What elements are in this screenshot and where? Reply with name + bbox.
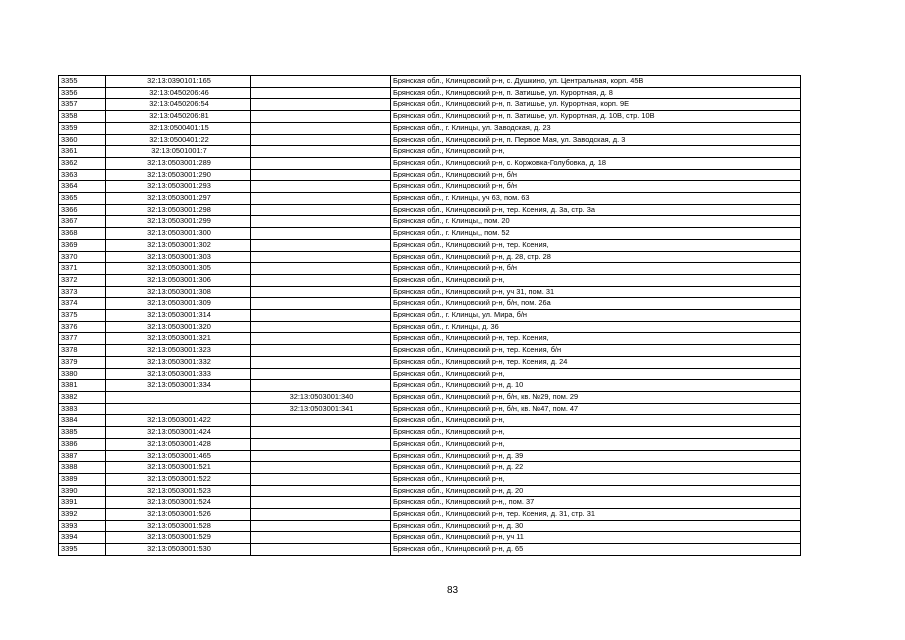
row-number-cell: 3375 [59, 310, 106, 322]
cadastral-number-cell: 32:13:0503001:305 [106, 263, 251, 275]
related-cadastral-number-cell [251, 462, 391, 474]
address-cell: Брянская обл., Клинцовский р-н, уч 31, пом. 31 [391, 286, 801, 298]
related-cadastral-number-cell [251, 239, 391, 251]
related-cadastral-number-cell [251, 356, 391, 368]
table-row [59, 520, 801, 532]
row-number-cell: 3356 [59, 87, 106, 99]
row-number-cell: 3367 [59, 216, 106, 228]
cadastral-number-cell: 32:13:0503001:293 [106, 181, 251, 193]
row-number-cell: 3370 [59, 251, 106, 263]
cadastral-number-cell: 32:13:0503001:306 [106, 274, 251, 286]
address-cell: Брянская обл., Клинцовский р-н, д. 65 [391, 544, 801, 556]
row-number-cell: 3382 [59, 391, 106, 403]
row-number-cell: 3388 [59, 462, 106, 474]
address-cell: Брянская обл., Клинцовский р-н, б/н, кв. №29, пом. 29 [391, 391, 801, 403]
cadastral-number-cell: 32:13:0503001:521 [106, 462, 251, 474]
related-cadastral-number-cell [251, 99, 391, 111]
address-cell: Брянская обл., г. Клинцы, ул. Мира, б/н [391, 310, 801, 322]
row-number-cell: 3384 [59, 415, 106, 427]
table-row [59, 532, 801, 544]
cadastral-number-cell: 32:13:0503001:298 [106, 204, 251, 216]
table-row [59, 462, 801, 474]
address-cell: Брянская обл., Клинцовский р-н, тер. Ксения, д. 3а, стр. 3а [391, 204, 801, 216]
cadastral-number-cell: 32:13:0503001:332 [106, 356, 251, 368]
cadastral-number-cell: 32:13:0503001:529 [106, 532, 251, 544]
cadastral-number-cell: 32:13:0503001:465 [106, 450, 251, 462]
cadastral-number-cell: 32:13:0500401:15 [106, 122, 251, 134]
address-cell: Брянская обл., Клинцовский р-н,, пом. 37 [391, 497, 801, 509]
row-number-cell: 3355 [59, 76, 106, 88]
row-number-cell: 3390 [59, 485, 106, 497]
related-cadastral-number-cell [251, 76, 391, 88]
address-cell: Брянская обл., Клинцовский р-н, д. 10 [391, 380, 801, 392]
address-cell: Брянская обл., Клинцовский р-н, п. Затишье, ул. Курортная, д. 8 [391, 87, 801, 99]
related-cadastral-number-cell [251, 122, 391, 134]
table-row [59, 169, 801, 181]
table-row [59, 473, 801, 485]
related-cadastral-number-cell [251, 286, 391, 298]
page-number: 83 [446, 585, 459, 596]
cadastral-number-cell: 32:13:0450206:54 [106, 99, 251, 111]
address-cell: Брянская обл., г. Клинцы, уч 63, пом. 63 [391, 193, 801, 205]
row-number-cell: 3385 [59, 427, 106, 439]
table-row [59, 345, 801, 357]
related-cadastral-number-cell: 32:13:0503001:341 [251, 403, 391, 415]
table-row [59, 544, 801, 556]
related-cadastral-number-cell [251, 509, 391, 521]
cadastral-number-cell: 32:13:0503001:526 [106, 509, 251, 521]
cadastral-number-cell: 32:13:0503001:297 [106, 193, 251, 205]
row-number-cell: 3386 [59, 438, 106, 450]
related-cadastral-number-cell [251, 193, 391, 205]
cadastral-number-cell: 32:13:0503001:289 [106, 157, 251, 169]
cadastral-number-cell: 32:13:0503001:299 [106, 216, 251, 228]
row-number-cell: 3363 [59, 169, 106, 181]
row-number-cell: 3393 [59, 520, 106, 532]
cadastral-number-cell: 32:13:0503001:302 [106, 239, 251, 251]
row-number-cell: 3377 [59, 333, 106, 345]
table-row [59, 403, 801, 415]
table-row [59, 99, 801, 111]
row-number-cell: 3358 [59, 111, 106, 123]
related-cadastral-number-cell [251, 380, 391, 392]
row-number-cell: 3365 [59, 193, 106, 205]
table-row [59, 122, 801, 134]
cadastral-number-cell: 32:13:0450206:46 [106, 87, 251, 99]
table-row [59, 321, 801, 333]
row-number-cell: 3387 [59, 450, 106, 462]
address-cell: Брянская обл., Клинцовский р-н, д. 39 [391, 450, 801, 462]
address-cell: Брянская обл., Клинцовский р-н, [391, 427, 801, 439]
table-row [59, 216, 801, 228]
table-row [59, 286, 801, 298]
related-cadastral-number-cell [251, 520, 391, 532]
cadastral-number-cell: 32:13:0503001:309 [106, 298, 251, 310]
row-number-cell: 3379 [59, 356, 106, 368]
address-cell: Брянская обл., Клинцовский р-н, тер. Ксения, [391, 239, 801, 251]
address-cell: Брянская обл., г. Клинцы,, пом. 20 [391, 216, 801, 228]
related-cadastral-number-cell [251, 544, 391, 556]
address-cell: Брянская обл., Клинцовский р-н, п. Затишье, ул. Курортная, корп. 9Е [391, 99, 801, 111]
row-number-cell: 3360 [59, 134, 106, 146]
address-cell: Брянская обл., Клинцовский р-н, [391, 368, 801, 380]
related-cadastral-number-cell [251, 181, 391, 193]
related-cadastral-number-cell [251, 274, 391, 286]
cadastral-number-cell: 32:13:0503001:323 [106, 345, 251, 357]
address-cell: Брянская обл., Клинцовский р-н, [391, 415, 801, 427]
table-row [59, 193, 801, 205]
cadastral-number-cell: 32:13:0503001:528 [106, 520, 251, 532]
related-cadastral-number-cell [251, 228, 391, 240]
related-cadastral-number-cell [251, 134, 391, 146]
related-cadastral-number-cell [251, 251, 391, 263]
row-number-cell: 3381 [59, 380, 106, 392]
row-number-cell: 3359 [59, 122, 106, 134]
cadastral-number-cell: 32:13:0503001:321 [106, 333, 251, 345]
cadastral-number-cell: 32:13:0503001:314 [106, 310, 251, 322]
address-cell: Брянская обл., Клинцовский р-н, [391, 146, 801, 158]
related-cadastral-number-cell [251, 532, 391, 544]
register-sheet [58, 75, 798, 556]
address-cell: Брянская обл., Клинцовский р-н, уч 11 [391, 532, 801, 544]
table-row [59, 87, 801, 99]
address-cell: Брянская обл., Клинцовский р-н, тер. Ксения, [391, 333, 801, 345]
address-cell: Брянская обл., Клинцовский р-н, б/н, кв. №47, пом. 47 [391, 403, 801, 415]
row-number-cell: 3357 [59, 99, 106, 111]
table-row [59, 204, 801, 216]
table-row [59, 251, 801, 263]
address-cell: Брянская обл., Клинцовский р-н, п. Первое Мая, ул. Заводская, д. 3 [391, 134, 801, 146]
row-number-cell: 3391 [59, 497, 106, 509]
address-cell: Брянская обл., Клинцовский р-н, тер. Ксения, б/н [391, 345, 801, 357]
table-row [59, 146, 801, 158]
row-number-cell: 3380 [59, 368, 106, 380]
cadastral-number-cell: 32:13:0503001:308 [106, 286, 251, 298]
related-cadastral-number-cell [251, 204, 391, 216]
cadastral-number-cell: 32:13:0503001:303 [106, 251, 251, 263]
related-cadastral-number-cell [251, 111, 391, 123]
related-cadastral-number-cell [251, 146, 391, 158]
row-number-cell: 3374 [59, 298, 106, 310]
table-row [59, 298, 801, 310]
cadastral-number-cell: 32:13:0503001:333 [106, 368, 251, 380]
table-row [59, 228, 801, 240]
address-cell: Брянская обл., Клинцовский р-н, д. 20 [391, 485, 801, 497]
related-cadastral-number-cell [251, 485, 391, 497]
table-row [59, 415, 801, 427]
address-cell: Брянская обл., г. Клинцы,, пом. 52 [391, 228, 801, 240]
table-body [59, 76, 801, 556]
address-cell: Брянская обл., Клинцовский р-н, д. 22 [391, 462, 801, 474]
row-number-cell: 3362 [59, 157, 106, 169]
table-row [59, 368, 801, 380]
related-cadastral-number-cell [251, 427, 391, 439]
cadastral-number-cell: 32:13:0450206:81 [106, 111, 251, 123]
address-cell: Брянская обл., Клинцовский р-н, с. Коржовка-Голубовка, д. 18 [391, 157, 801, 169]
related-cadastral-number-cell [251, 298, 391, 310]
address-cell: Брянская обл., Клинцовский р-н, с. Душкино, ул. Центральная, корп. 45В [391, 76, 801, 88]
cadastral-number-cell: 32:13:0390101:165 [106, 76, 251, 88]
table-row [59, 239, 801, 251]
address-cell: Брянская обл., Клинцовский р-н, тер. Ксения, д. 24 [391, 356, 801, 368]
address-cell: Брянская обл., Клинцовский р-н, тер. Ксения, д. 31, стр. 31 [391, 509, 801, 521]
table-row [59, 111, 801, 123]
cadastral-number-cell: 32:13:0501001:7 [106, 146, 251, 158]
cadastral-number-cell: 32:13:0503001:424 [106, 427, 251, 439]
row-number-cell: 3361 [59, 146, 106, 158]
address-cell: Брянская обл., Клинцовский р-н, д. 30 [391, 520, 801, 532]
related-cadastral-number-cell [251, 450, 391, 462]
table-row [59, 485, 801, 497]
address-cell: Брянская обл., Клинцовский р-н, [391, 473, 801, 485]
table-row [59, 310, 801, 322]
row-number-cell: 3376 [59, 321, 106, 333]
table-row [59, 450, 801, 462]
cadastral-number-cell: 32:13:0503001:524 [106, 497, 251, 509]
address-cell: Брянская обл., Клинцовский р-н, б/н [391, 263, 801, 275]
cadastral-number-cell: 32:13:0503001:300 [106, 228, 251, 240]
row-number-cell: 3372 [59, 274, 106, 286]
table-row [59, 509, 801, 521]
related-cadastral-number-cell [251, 333, 391, 345]
table-row [59, 497, 801, 509]
cadastral-number-cell [106, 403, 251, 415]
table-row [59, 333, 801, 345]
table-row [59, 274, 801, 286]
related-cadastral-number-cell [251, 473, 391, 485]
row-number-cell: 3394 [59, 532, 106, 544]
table-row [59, 427, 801, 439]
related-cadastral-number-cell [251, 263, 391, 275]
cadastral-number-cell: 32:13:0503001:523 [106, 485, 251, 497]
table-row [59, 356, 801, 368]
address-cell: Брянская обл., Клинцовский р-н, д. 28, стр. 28 [391, 251, 801, 263]
related-cadastral-number-cell [251, 310, 391, 322]
cadastral-number-cell: 32:13:0503001:290 [106, 169, 251, 181]
row-number-cell: 3389 [59, 473, 106, 485]
table-row [59, 76, 801, 88]
property-register-table [58, 75, 801, 556]
address-cell: Брянская обл., Клинцовский р-н, [391, 274, 801, 286]
address-cell: Брянская обл., Клинцовский р-н, п. Затишье, ул. Курортная, д. 10В, стр. 10В [391, 111, 801, 123]
related-cadastral-number-cell [251, 415, 391, 427]
related-cadastral-number-cell [251, 368, 391, 380]
table-row [59, 391, 801, 403]
cadastral-number-cell: 32:13:0500401:22 [106, 134, 251, 146]
address-cell: Брянская обл., Клинцовский р-н, [391, 438, 801, 450]
related-cadastral-number-cell [251, 345, 391, 357]
address-cell: Брянская обл., Клинцовский р-н, б/н [391, 181, 801, 193]
cadastral-number-cell [106, 391, 251, 403]
cadastral-number-cell: 32:13:0503001:522 [106, 473, 251, 485]
table-row [59, 438, 801, 450]
table-row [59, 263, 801, 275]
cadastral-number-cell: 32:13:0503001:320 [106, 321, 251, 333]
row-number-cell: 3395 [59, 544, 106, 556]
related-cadastral-number-cell [251, 157, 391, 169]
table-row [59, 134, 801, 146]
cadastral-number-cell: 32:13:0503001:428 [106, 438, 251, 450]
row-number-cell: 3366 [59, 204, 106, 216]
row-number-cell: 3369 [59, 239, 106, 251]
related-cadastral-number-cell: 32:13:0503001:340 [251, 391, 391, 403]
related-cadastral-number-cell [251, 497, 391, 509]
address-cell: Брянская обл., г. Клинцы, д. 36 [391, 321, 801, 333]
row-number-cell: 3364 [59, 181, 106, 193]
related-cadastral-number-cell [251, 321, 391, 333]
cadastral-number-cell: 32:13:0503001:334 [106, 380, 251, 392]
table-row [59, 157, 801, 169]
table-row [59, 380, 801, 392]
address-cell: Брянская обл., г. Клинцы, ул. Заводская, д. 23 [391, 122, 801, 134]
related-cadastral-number-cell [251, 438, 391, 450]
row-number-cell: 3378 [59, 345, 106, 357]
row-number-cell: 3368 [59, 228, 106, 240]
table-row [59, 181, 801, 193]
row-number-cell: 3371 [59, 263, 106, 275]
row-number-cell: 3392 [59, 509, 106, 521]
cadastral-number-cell: 32:13:0503001:422 [106, 415, 251, 427]
address-cell: Брянская обл., Клинцовский р-н, б/н, пом. 26а [391, 298, 801, 310]
address-cell: Брянская обл., Клинцовский р-н, б/н [391, 169, 801, 181]
cadastral-number-cell: 32:13:0503001:530 [106, 544, 251, 556]
related-cadastral-number-cell [251, 87, 391, 99]
row-number-cell: 3373 [59, 286, 106, 298]
related-cadastral-number-cell [251, 216, 391, 228]
related-cadastral-number-cell [251, 169, 391, 181]
row-number-cell: 3383 [59, 403, 106, 415]
